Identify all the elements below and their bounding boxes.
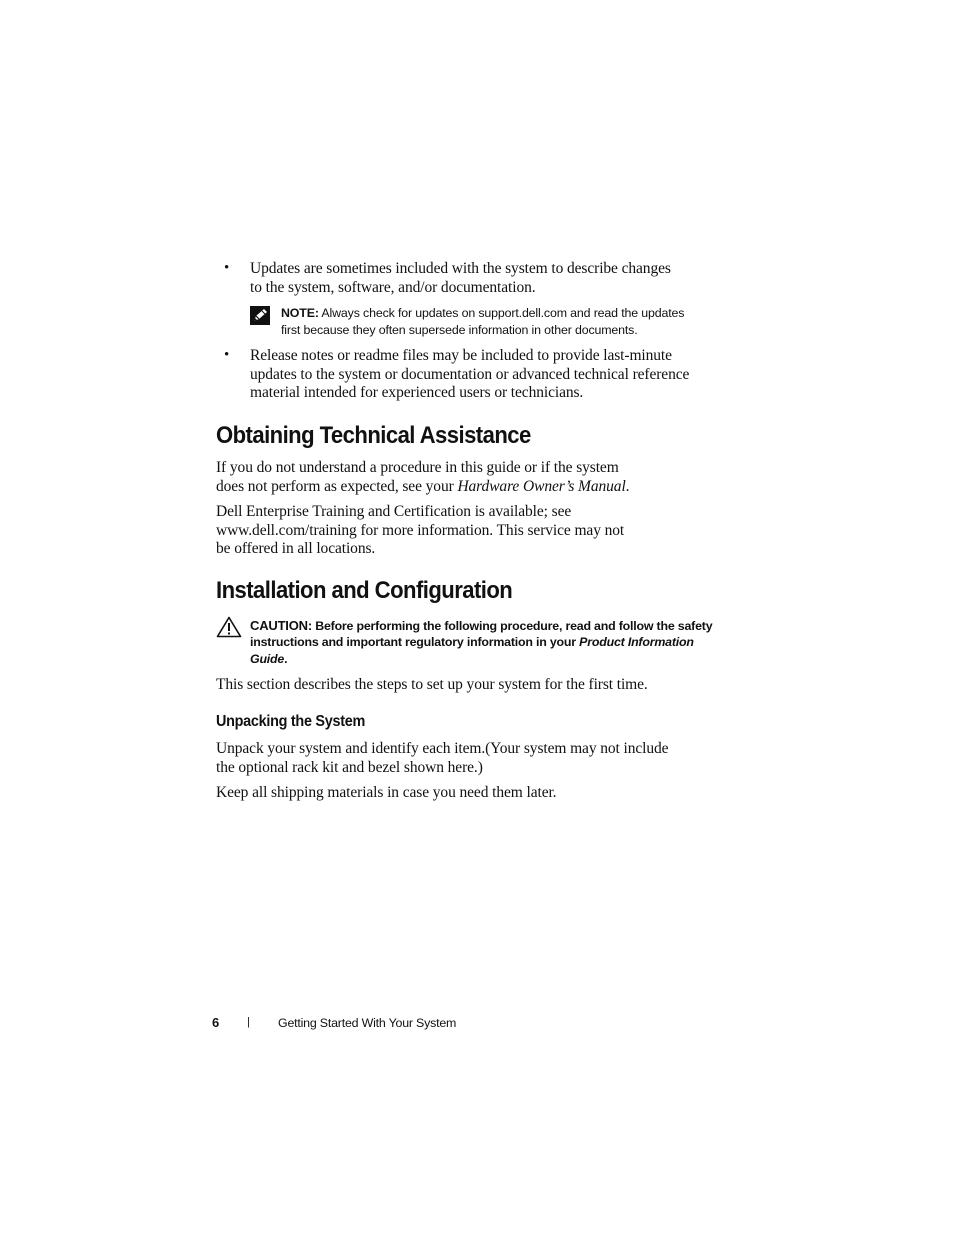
product-info-guide-title: Product Information	[579, 635, 694, 649]
caution-text-2: instructions and important regulatory information in your	[250, 635, 580, 649]
install-intro: This section describes the steps to set up your system for the first time.	[216, 676, 648, 693]
assistance-p1-line1: If you do not understand a procedure in this guide or if the system	[216, 459, 619, 476]
note-line1	[281, 305, 684, 322]
caution-text: Before performing the following procedure, read and follow the safety	[315, 619, 713, 633]
warning-triangle-icon	[216, 616, 242, 638]
assistance-p1-end: .	[625, 478, 630, 495]
unpacking-p1-line2: the optional rack kit and bezel shown here.)	[216, 759, 483, 776]
caution-end: .	[284, 652, 288, 666]
bullet-release-line2: updates to the system or documentation or advanced technical reference	[250, 366, 690, 383]
assistance-p2-line3: be offered in all locations.	[216, 540, 376, 557]
note-line2: first because they often supersede information in other documents.	[281, 323, 638, 337]
assistance-p1-line2	[216, 478, 629, 497]
bullet-marker: •	[224, 260, 230, 276]
caution-line2	[250, 634, 694, 651]
section-title-install: Installation and Configuration	[216, 577, 513, 604]
training-link[interactable]: www.dell.com/training	[216, 522, 357, 539]
product-info-guide-title-end: Guide	[250, 652, 285, 666]
bullet-release-line3: material intended for experienced users or technicians.	[250, 384, 584, 401]
page-number: 6	[212, 1015, 220, 1030]
caution-label: CAUTION:	[250, 618, 312, 633]
caution-line3	[250, 651, 287, 668]
assistance-p2-line2	[216, 522, 624, 541]
assistance-p1-text: does not perform as expected, see your	[216, 478, 458, 495]
footer-separator: |	[247, 1016, 250, 1028]
note-link[interactable]: support.dell.com	[478, 306, 567, 320]
bullet-updates-line1: Updates are sometimes included with the system to describe changes	[250, 260, 671, 277]
assistance-p2-line1: Dell Enterprise Training and Certification is available; see	[216, 503, 572, 520]
footer-title: Getting Started With Your System	[278, 1016, 457, 1030]
note-label: NOTE:	[281, 306, 319, 320]
section-title-assistance: Obtaining Technical Assistance	[216, 422, 531, 449]
note-pencil-icon	[250, 306, 270, 325]
note-text-before: Always check for updates on	[321, 306, 479, 320]
unpacking-p2: Keep all shipping materials in case you need them later.	[216, 784, 557, 801]
note-text-after: and read the updates	[566, 306, 685, 320]
bullet-marker: •	[224, 347, 230, 363]
unpacking-p1-line1: Unpack your system and identify each item.(Your system may not include	[216, 740, 669, 757]
bullet-updates-line2: to the system, software, and/or documentation.	[250, 279, 536, 296]
subsection-title-unpacking: Unpacking the System	[216, 713, 366, 730]
caution-line1	[250, 617, 712, 635]
assistance-p2-text: for more information. This service may not	[356, 522, 625, 539]
bullet-release-line1: Release notes or readme files may be included to provide last-minute	[250, 347, 672, 364]
hardware-manual-title: Hardware Owner’s Manual	[457, 478, 626, 495]
